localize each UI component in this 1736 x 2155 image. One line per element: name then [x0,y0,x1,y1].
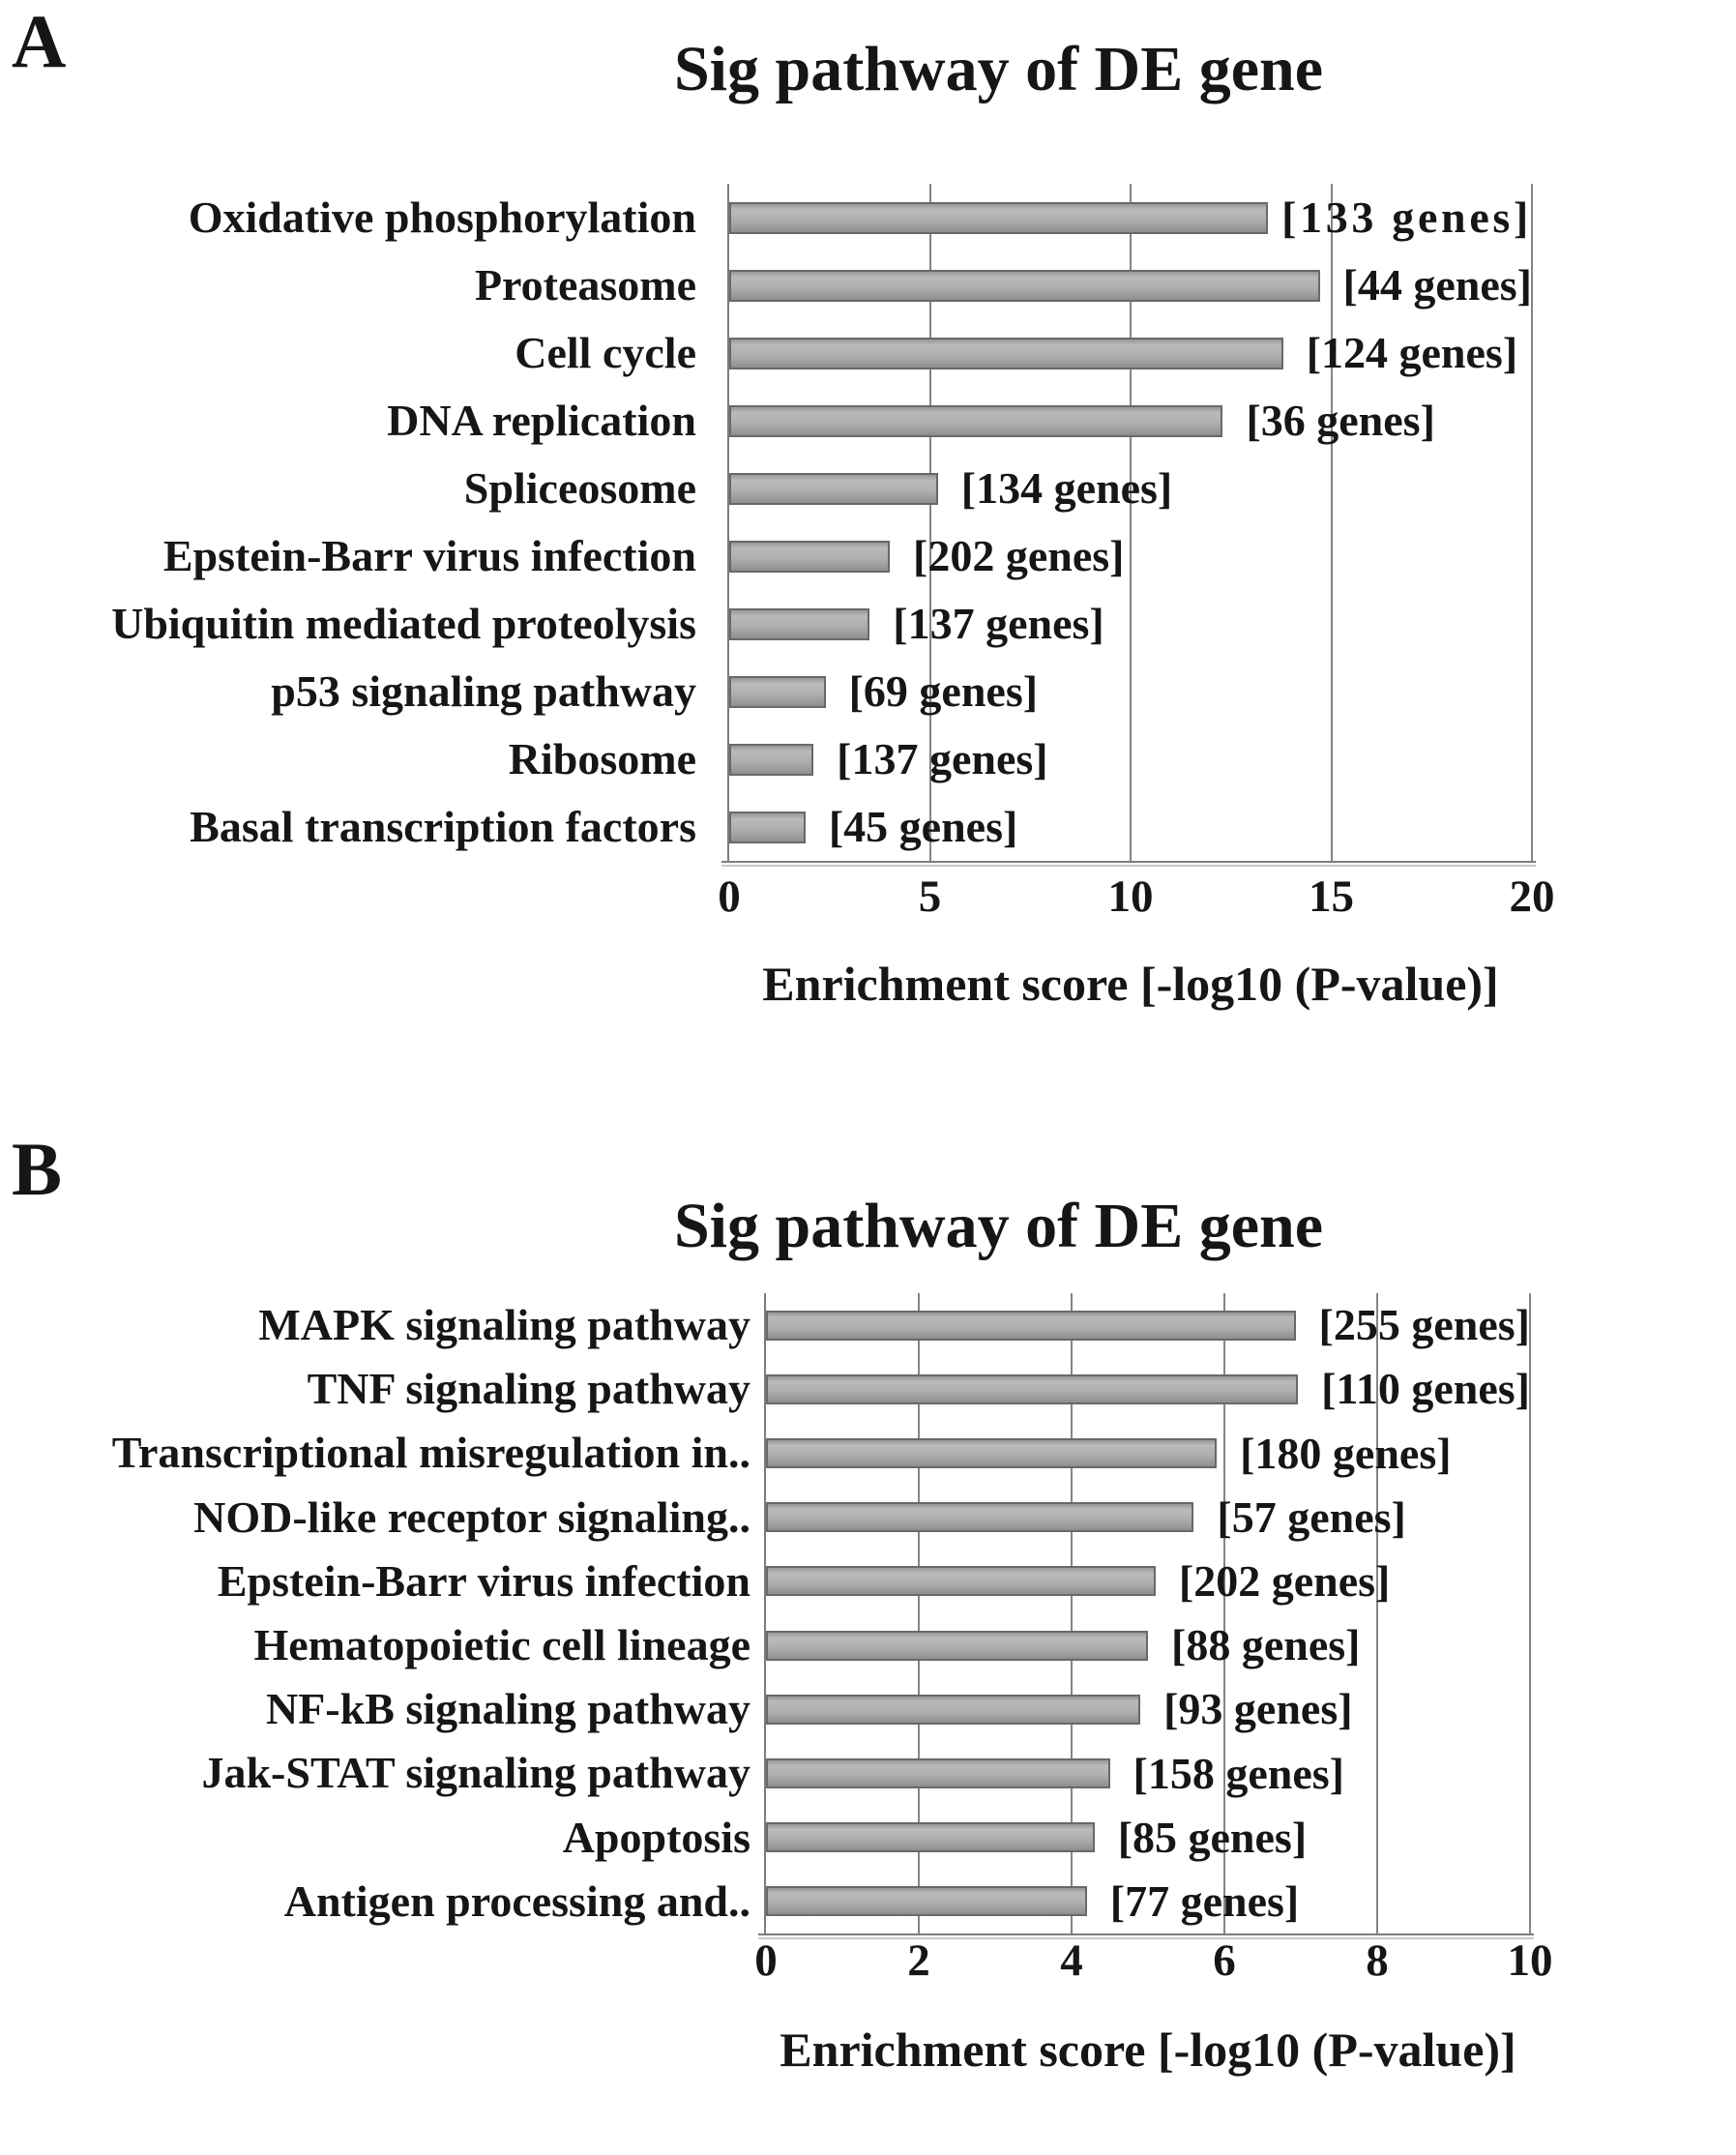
chart-row [0,1486,1736,1550]
bar-track [729,328,1532,377]
category-label: NOD-like receptor signaling.. [193,1491,750,1542]
chart-row [0,522,1736,590]
chart-row [0,319,1736,387]
gene-count-label: [180 genes] [1240,1428,1452,1478]
bar-track [766,1300,1530,1350]
category-label: Proteasome [474,259,696,310]
chart-row [0,590,1736,658]
bar-track [729,802,1532,851]
gene-count-label: [85 genes] [1117,1812,1308,1862]
x-axis-tick: 10 [1507,1935,1553,1986]
gene-count-label: [133 genes] [1281,192,1532,242]
x-axis-ticks-b [754,1935,1553,1996]
panel-letter-a: A [12,0,67,83]
bar [766,1566,1156,1596]
chart-row [0,387,1736,455]
gene-count-label: [110 genes] [1321,1364,1530,1414]
bar [729,202,1268,234]
bar [766,1631,1148,1661]
bar-track [766,1684,1530,1734]
x-axis-tick: 5 [918,871,942,922]
x-axis-tick: 0 [718,871,741,922]
gene-count-label: [44 genes] [1342,260,1532,310]
chart-row [0,793,1736,861]
category-label: Oxidative phosphorylation [188,192,696,242]
bar-track [729,396,1532,445]
panel-B [0,1078,1736,2155]
bar-track [766,1491,1530,1542]
panel-letter-b: B [12,1127,63,1211]
category-label: Transcriptional misregulation in.. [111,1428,750,1478]
gene-count-label: [45 genes] [828,802,1018,851]
chart-row [0,1870,1736,1934]
category-label: Cell cycle [515,327,696,377]
category-label: Spliceosome [463,462,696,513]
gene-count-label: [202 genes] [913,531,1125,580]
bar [729,608,869,640]
chart-row [0,1550,1736,1613]
bar [766,1311,1296,1341]
gene-count-label: [202 genes] [1178,1555,1391,1606]
chart-row [0,725,1736,793]
category-label: Apoptosis [562,1812,750,1862]
bar [729,744,813,776]
bars-container-b [0,1293,1736,1934]
x-axis-tick: 4 [1060,1935,1083,1986]
bar [729,676,826,708]
bar [729,338,1283,369]
bar [766,1886,1087,1916]
bar [766,1374,1298,1404]
chart-title-a: Sig pathway of DE gene [673,34,1324,104]
bar-track [729,666,1532,716]
category-label: Ribosome [508,733,696,783]
category-label: Ubiquitin mediated proteolysis [111,598,696,648]
bar-track [729,734,1532,783]
chart-row [0,658,1736,725]
category-label: DNA replication [387,395,696,445]
x-axis-tick: 6 [1213,1935,1236,1986]
x-axis-tick: 8 [1366,1935,1389,1986]
bar [766,1758,1110,1788]
gene-count-label: [255 genes] [1318,1300,1530,1350]
bar-track [729,260,1532,310]
gene-count-label: [88 genes] [1171,1620,1361,1670]
chart-row [0,1613,1736,1677]
bar-track [729,599,1532,648]
gene-count-label: [93 genes] [1163,1684,1353,1734]
chart-row [0,455,1736,522]
chart-row [0,1741,1736,1805]
chart-row [0,184,1736,251]
gene-count-label: [124 genes] [1306,328,1518,377]
bar [729,473,938,505]
x-axis-title-a: Enrichment score [-log10 (P-value)] [762,957,1499,1011]
bar [766,1502,1193,1532]
category-label: Hematopoietic cell lineage [253,1619,750,1669]
x-axis-tick: 2 [907,1935,930,1986]
bar [766,1695,1140,1725]
bar-track [729,192,1532,242]
chart-row [0,1806,1736,1870]
chart-row [0,1677,1736,1741]
bar-track [766,1748,1530,1798]
gene-count-label: [134 genes] [960,463,1173,513]
category-label: Epstein-Barr virus infection [217,1555,750,1606]
category-label: p53 signaling pathway [271,665,696,716]
bar [729,405,1222,437]
bar-track [766,1555,1530,1606]
category-label: Basal transcription factors [190,801,696,851]
x-axis-tick: 20 [1509,871,1555,922]
category-label: Jak-STAT signaling pathway [201,1748,750,1798]
bar-track [729,531,1532,580]
gene-count-label: [69 genes] [848,666,1039,716]
gene-count-label: [137 genes] [837,734,1048,783]
bar-track [766,1364,1530,1414]
x-axis-tick: 0 [754,1935,778,1986]
bar [766,1822,1095,1852]
category-label: NF-kB signaling pathway [265,1684,750,1734]
category-label: Antigen processing and.. [283,1875,750,1926]
gene-count-label: [137 genes] [893,599,1104,648]
gene-count-label: [36 genes] [1246,396,1435,445]
bar-track [729,463,1532,513]
x-axis-title-b: Enrichment score [-log10 (P-value)] [780,2022,1516,2077]
bar [766,1438,1217,1468]
bar [729,541,890,573]
bars-container-a [0,184,1736,861]
bar-track [766,1428,1530,1478]
x-axis-ticks-a [718,871,1555,932]
chart-row [0,1421,1736,1485]
chart-row [0,1357,1736,1421]
gene-count-label: [158 genes] [1133,1748,1344,1798]
chart-title-b: Sig pathway of DE gene [673,1191,1324,1261]
x-axis-line [758,1934,1534,1935]
category-label: MAPK signaling pathway [258,1299,750,1349]
chart-row [0,1293,1736,1357]
bar-track [766,1875,1530,1926]
bar [729,270,1320,302]
bar-track [766,1620,1530,1670]
gene-count-label: [57 genes] [1217,1491,1406,1542]
chart-row [0,251,1736,319]
bar-track [766,1812,1530,1862]
category-label: TNF signaling pathway [307,1364,750,1414]
gene-count-label: [77 genes] [1109,1875,1300,1926]
category-label: Epstein-Barr virus infection [162,530,696,580]
x-axis-line [721,861,1536,863]
x-axis-tick: 10 [1107,871,1154,922]
bar [729,812,806,843]
x-axis-tick: 15 [1309,871,1354,922]
